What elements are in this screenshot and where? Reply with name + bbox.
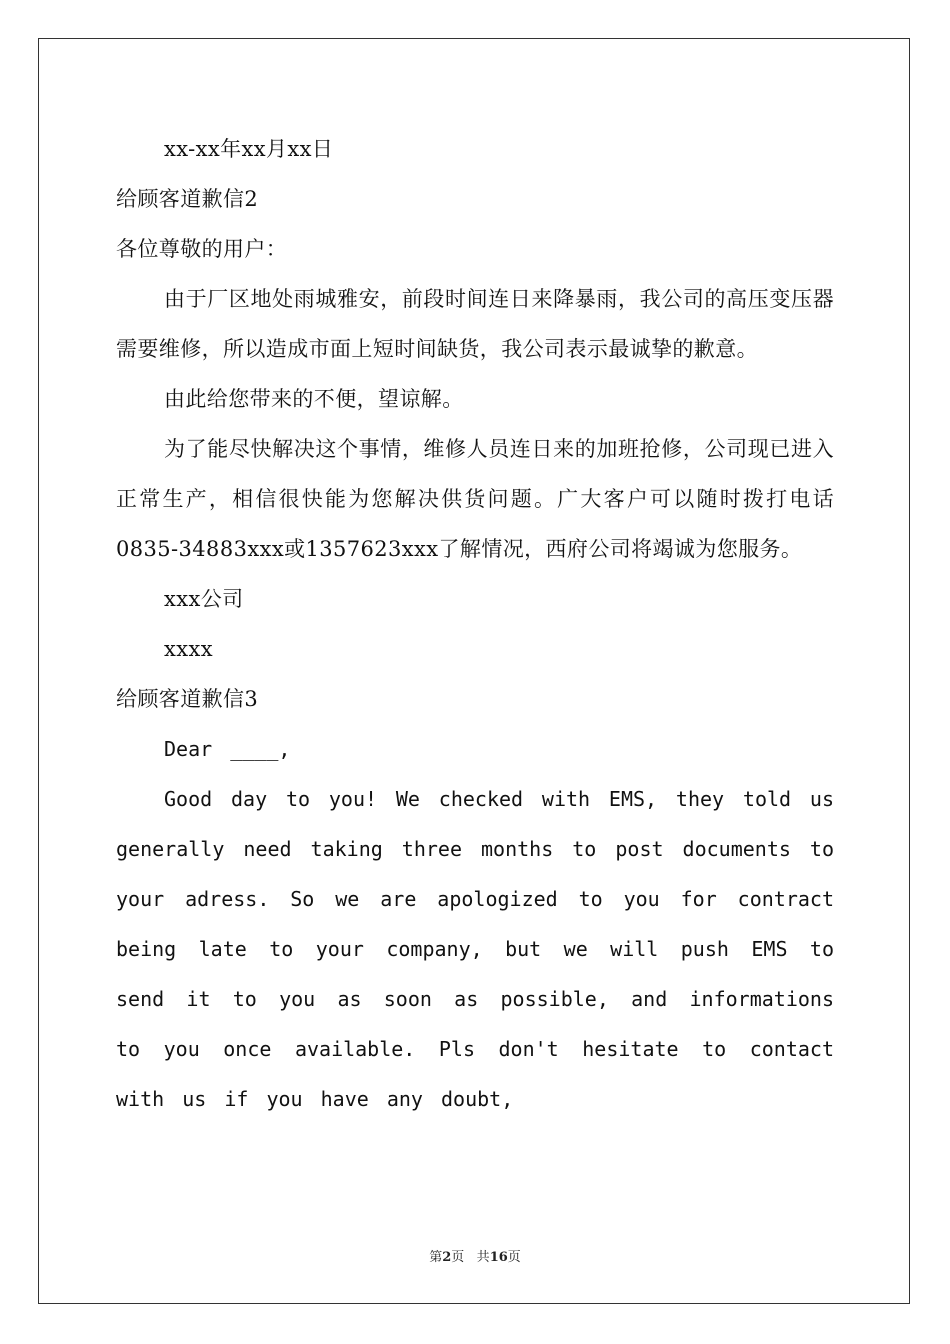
letter2-greeting: 各位尊敬的用户： xyxy=(116,237,288,261)
footer-page-suffix: 页 xyxy=(451,1250,465,1265)
letter2-paragraph-3: 为了能尽快解决这个事情，维修人员连日来的加班抢修，公司现已进入正常生产，相信很快能为您解决供货问题。广大客户可以随时拨打电话0835-34883xxx或1357623xxx了解情况，西府公司将竭诚为您服务。 xyxy=(116,437,834,561)
footer-total-pages: 16 xyxy=(489,1250,508,1265)
footer-total-prefix: 共 xyxy=(476,1250,490,1265)
letter2-paragraph-2: 由此给您带来的不便，望谅解。 xyxy=(164,387,464,411)
letter3-greeting: Dear ____, xyxy=(164,737,291,761)
footer-page-number: 2 xyxy=(442,1250,452,1265)
letter2-signature-date: xxxx xyxy=(164,637,213,661)
letter2-signature-company: xxx公司 xyxy=(164,587,244,611)
letter2-title: 给顾客道歉信2 xyxy=(116,187,259,211)
letter2-paragraph-1: 由于厂区地处雨城雅安，前段时间连日来降暴雨，我公司的高压变压器需要维修，所以造成市面上短时间缺货，我公司表示最诚挚的歉意。 xyxy=(116,287,834,361)
page-footer xyxy=(0,1246,950,1265)
footer-prefix: 第 xyxy=(429,1250,443,1265)
document-body xyxy=(116,124,834,1124)
letter3-title: 给顾客道歉信3 xyxy=(116,687,259,711)
footer-total-suffix: 页 xyxy=(507,1250,521,1265)
letter3-body: Good day to you! We checked with EMS, they told us generally need taking three months to post documents to your adress. So we are apologized to you for contract being late to your company, but we will push EMS to send it to you as soon as possible, and informations to you once available. Pls don't hesitate to contact with us if you have any doubt, xyxy=(116,787,834,1111)
date-line: xx-xx年xx月xx日 xyxy=(164,137,334,161)
